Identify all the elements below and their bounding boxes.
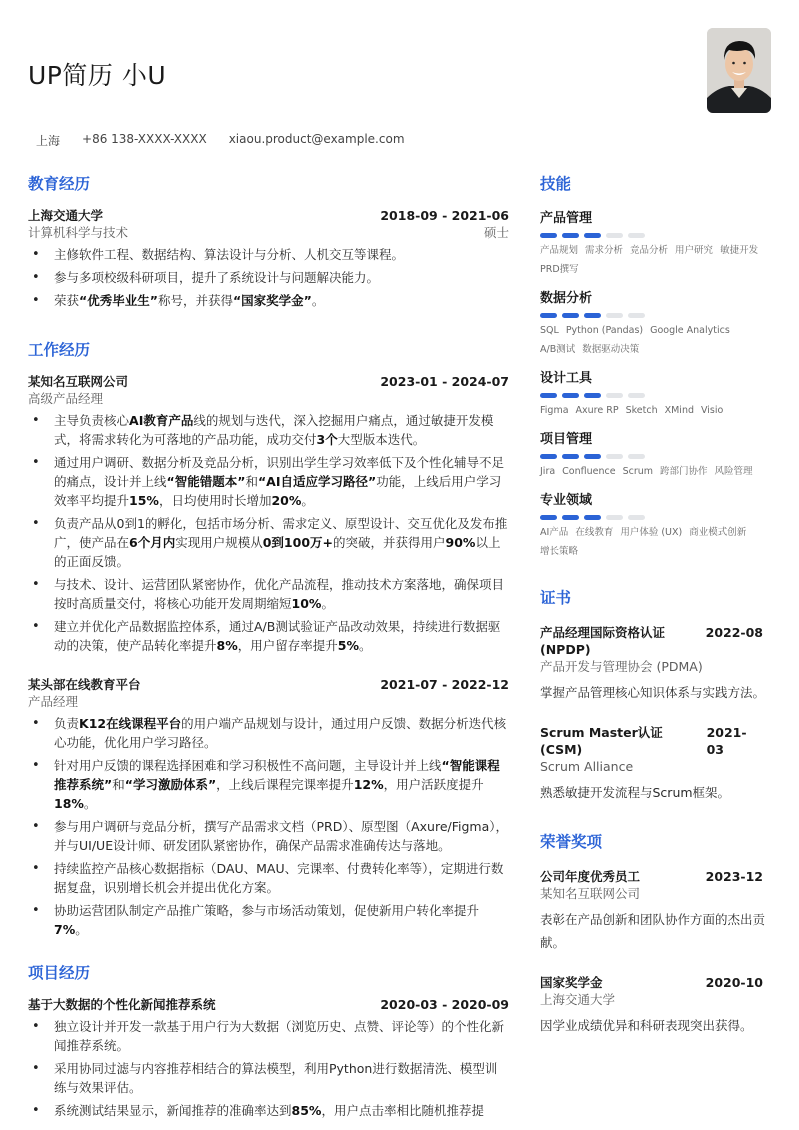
list-item: • 负责K12在线课程平台的用户端产品规划与设计，通过用户反馈、数据分析迭代核心功能，优化用户学习路径。 [28, 714, 509, 752]
skill-tag: Figma [540, 405, 569, 416]
skill-tag: Scrum [622, 466, 654, 477]
list-item: • 持续监控产品核心数据指标（DAU、MAU、完课率、付费转化率等），定期进行数据复盘，识别增长机会并提出优化方案。 [28, 859, 509, 897]
work-entry [28, 677, 509, 939]
section-title-projects: 项目经历 [28, 964, 91, 982]
certificate-name: Scrum Master认证 (CSM) [540, 725, 663, 757]
work-dates: 2023-01 - 2024-07 [380, 374, 509, 389]
major: 计算机科学与技术 [28, 225, 129, 240]
section-title-skills: 技能 [540, 175, 572, 193]
main-column [28, 172, 509, 1130]
award-issuer: 某知名互联网公司 [540, 886, 641, 901]
skill-tag: 需求分析 [585, 245, 624, 256]
skill-name: 产品管理 [540, 211, 593, 226]
certificates-section [540, 586, 771, 804]
award-description: 因学业成绩优异和科研表现突出获得。 [540, 1018, 753, 1033]
certificate-description: 熟悉敏捷开发流程与Scrum框架。 [540, 785, 731, 800]
skill-tag: Visio [701, 405, 724, 416]
section-title-certificates: 证书 [540, 589, 572, 607]
list-item: • 主修软件工程、数据结构、算法设计与分析、人机交互等课程。 [28, 245, 509, 264]
skill-tag: 竞品分析 [630, 245, 669, 256]
skill-tag: SQL [540, 325, 559, 336]
list-item: • 参与多项校级科研项目，提升了系统设计与问题解决能力。 [28, 268, 509, 287]
school-name: 上海交通大学 [28, 208, 104, 223]
email[interactable]: xiaou.product@example.com [228, 132, 405, 146]
list-item: • 与技术、设计、运营团队紧密协作，优化产品流程，推动技术方案落地，确保项目按时高质量交付，将核心功能开发周期缩短10%。 [28, 575, 509, 613]
project-entry [28, 997, 509, 1120]
skill-tag: 商业模式创新 [689, 527, 747, 538]
project-dates: 2020-03 - 2020-09 [380, 997, 509, 1012]
skill-tag: 敏捷开发 [720, 245, 759, 256]
company-name: 某头部在线教育平台 [28, 677, 141, 692]
award-entry [540, 974, 771, 1037]
skill-tag: PRD撰写 [540, 264, 579, 275]
skill-tag: Axure RP [575, 405, 619, 416]
list-item: • 通过用户调研、数据分析及竞品分析，识别出学生学习效率低下及个性化辅导不足的痛点，设计并上线“智能错题本”和“AI自适应学习路径”功能，上线后用户学习效率平均提升15%，日均使用时长增加20%。 [28, 453, 509, 510]
list-item: • 系统测试结果显示，新闻推荐的准确率达到85%，用户点击率相比随机推荐提 [28, 1101, 509, 1120]
skills-section [540, 172, 771, 560]
skill-level-indicator [540, 313, 771, 318]
skill-name: 数据分析 [540, 291, 593, 306]
work-entry [28, 374, 509, 655]
skill-group [540, 431, 771, 480]
skill-tags [540, 402, 771, 419]
skill-tag: 用户体验 (UX) [620, 527, 683, 538]
skill-tag: AI产品 [540, 527, 569, 538]
skill-tag: Confluence [562, 466, 616, 477]
skill-level-indicator [540, 233, 771, 238]
list-item: • 独立设计并开发一款基于用户行为大数据（浏览历史、点赞、评论等）的个性化新闻推荐系统。 [28, 1017, 509, 1055]
education-section [28, 172, 509, 310]
certificate-description: 掌握产品管理核心知识体系与实践方法。 [540, 685, 766, 700]
section-title-work: 工作经历 [28, 341, 91, 359]
work-dates: 2021-07 - 2022-12 [380, 677, 509, 692]
certificate-entry [540, 624, 771, 704]
avatar-photo-icon [707, 28, 771, 113]
skill-tag: 在线教育 [575, 527, 614, 538]
list-item: • 负责产品从0到1的孵化，包括市场分析、需求定义、原型设计、交互优化及发布推广，使产品在6个月内实现用户规模从0到100万+的突破，并获得用户90%以上的正面反馈。 [28, 514, 509, 571]
award-date: 2023-12 [705, 869, 763, 884]
list-item: • 参与用户调研与竞品分析，撰写产品需求文档（PRD）、原型图（Axure/Figma），并与UI/UE设计师、研发团队紧密协作，确保产品需求准确传达与落地。 [28, 817, 509, 855]
skill-level-indicator [540, 393, 771, 398]
skill-name: 设计工具 [540, 371, 593, 386]
education-entry [28, 208, 509, 310]
list-item: • 协助运营团队制定产品推广策略，参与市场活动策划，促使新用户转化率提升7%。 [28, 901, 509, 939]
certificate-issuer: 产品开发与管理协会 (PDMA) [540, 659, 703, 674]
list-item: • 建立并优化产品数据监控体系，通过A/B测试验证产品改动效果，持续进行数据驱动的决策，使产品转化率提升8%，用户留存率提升5%。 [28, 617, 509, 655]
award-name: 公司年度优秀员工 [540, 869, 641, 884]
phone: +86 138-XXXX-XXXX [82, 132, 207, 146]
skill-name: 专业领域 [540, 493, 593, 508]
list-item: • 主导负责核心AI教育产品线的规划与迭代，深入挖掘用户痛点，通过敏捷开发模式，将需求转化为可落地的产品功能，成功交付3个大型版本迭代。 [28, 411, 509, 449]
skill-group [540, 370, 771, 419]
skill-name: 项目管理 [540, 432, 593, 447]
skill-tags [540, 524, 771, 560]
location: 上海 [36, 134, 61, 148]
skill-tag: Jira [540, 466, 556, 477]
skill-tag: 跨部门协作 [660, 466, 708, 477]
award-description: 表彰在产品创新和团队协作方面的杰出贡献。 [540, 912, 766, 950]
section-title-awards: 荣誉奖项 [540, 833, 603, 851]
contact-info [36, 132, 405, 149]
list-item: • 荣获“优秀毕业生”称号，并获得“国家奖学金”。 [28, 291, 509, 310]
skill-tag: 风险管理 [714, 466, 753, 477]
award-name: 国家奖学金 [540, 975, 603, 990]
job-role: 高级产品经理 [28, 391, 104, 406]
awards-section [540, 830, 771, 1037]
skill-tag: 产品规划 [540, 245, 579, 256]
award-entry [540, 868, 771, 954]
certificate-issuer: Scrum Alliance [540, 759, 634, 774]
skill-group [540, 492, 771, 560]
candidate-name: UP简历 小U [28, 61, 167, 90]
job-role: 产品经理 [28, 694, 79, 709]
degree: 硕士 [483, 225, 509, 240]
skill-tags [540, 242, 771, 278]
work-section [28, 338, 509, 939]
skill-level-indicator [540, 515, 771, 520]
certificate-name: 产品经理国际资格认证 (NPDP) [540, 625, 666, 657]
certificate-entry [540, 724, 771, 804]
list-item: • 针对用户反馈的课程选择困难和学习积极性不高问题，主导设计并上线“智能课程推荐系统”和“学习激励体系”，上线后课程完课率提升12%，用户活跃度提升18%。 [28, 756, 509, 813]
skill-tag: Google Analytics [650, 325, 730, 336]
certificate-date: 2022-08 [705, 625, 763, 640]
skill-tag: 用户研究 [675, 245, 714, 256]
skill-tag: Sketch [625, 405, 658, 416]
project-name: 基于大数据的个性化新闻推荐系统 [28, 997, 216, 1012]
skill-group [540, 290, 771, 358]
skill-tag: 增长策略 [540, 546, 579, 557]
skill-tag: 数据驱动决策 [582, 344, 640, 355]
skill-tags [540, 463, 771, 480]
resume-header [0, 0, 799, 160]
skill-tag: Python (Pandas) [565, 325, 644, 336]
avatar [707, 28, 771, 113]
certificate-date: 2021-03 [706, 725, 747, 757]
award-issuer: 上海交通大学 [540, 992, 616, 1007]
education-dates: 2018-09 - 2021-06 [380, 208, 509, 223]
sidebar-column [540, 172, 771, 1057]
skill-level-indicator [540, 454, 771, 459]
skill-tag: XMind [664, 405, 694, 416]
projects-section [28, 961, 509, 1120]
award-date: 2020-10 [705, 975, 763, 990]
skill-tag: A/B测试 [540, 344, 576, 355]
section-title-education: 教育经历 [28, 175, 91, 193]
list-item: • 采用协同过滤与内容推荐相结合的算法模型，利用Python进行数据清洗、模型训练与效果评估。 [28, 1059, 509, 1097]
skill-group [540, 210, 771, 278]
company-name: 某知名互联网公司 [28, 374, 129, 389]
skill-tags [540, 322, 771, 358]
